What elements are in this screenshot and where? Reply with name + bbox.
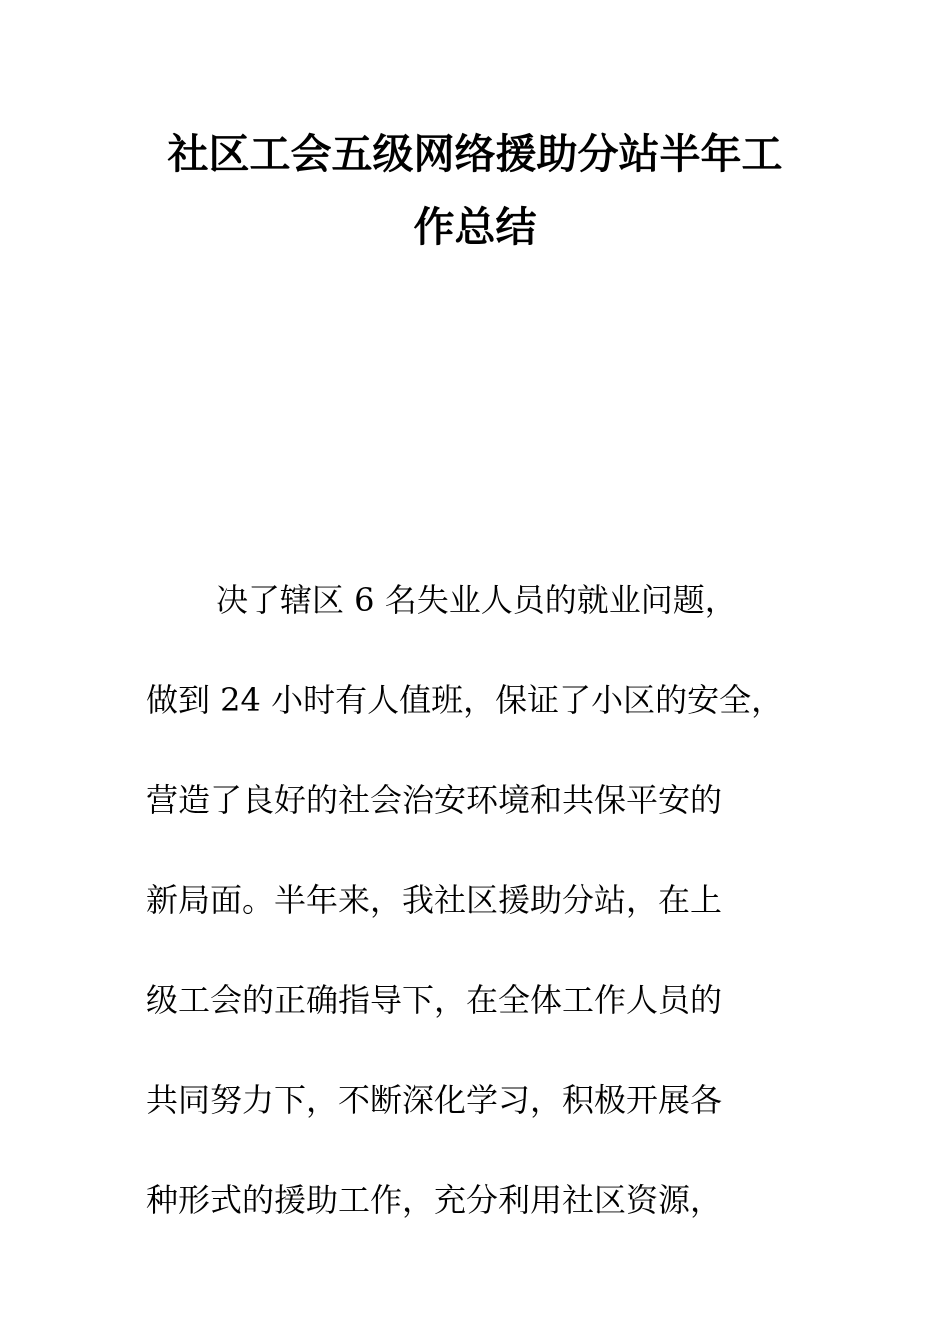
body-paragraph-line-4: 新局面。半年来，我社区援助分站，在上 (146, 881, 723, 919)
body-paragraph-line-2: 做到 24 小时有人值班，保证了小区的安全， (146, 681, 784, 719)
body-paragraph-line-7: 种形式的援助工作，充分利用社区资源， (146, 1181, 723, 1219)
body-paragraph-line-6: 共同努力下，不断深化学习，积极开展各 (146, 1081, 723, 1119)
body-paragraph-line-3: 营造了良好的社会治安环境和共保平安的 (146, 781, 723, 819)
document-title-line-1: 社区工会五级网络援助分站半年工 (167, 130, 783, 178)
body-paragraph-line-1: 决了辖区 6 名失业人员的就业问题， (216, 581, 737, 619)
body-paragraph-line-5: 级工会的正确指导下，在全体工作人员的 (146, 981, 723, 1019)
document-title-line-2: 作总结 (413, 203, 537, 251)
